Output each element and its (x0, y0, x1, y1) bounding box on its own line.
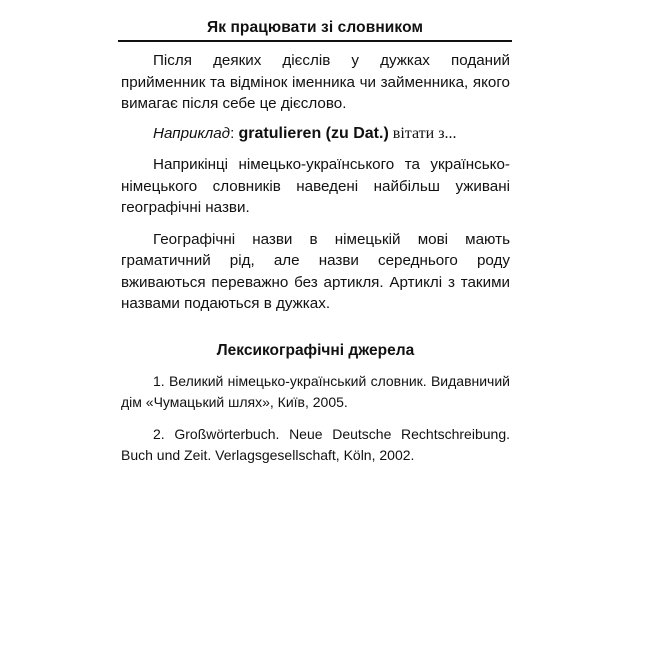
sources-heading: Лексикографічні джерела (216, 341, 415, 359)
example-line (121, 123, 510, 145)
page-body (121, 50, 510, 466)
running-header (118, 18, 512, 42)
example-term: gratulieren (zu Dat.) (238, 124, 389, 142)
paragraph-verbs-prepositions: Після деяких дієслів у дужках поданий прийменник та відмінок іменника чи займенника, якого вимагає після себе це дієслово. (121, 52, 510, 112)
example-colon: : (230, 124, 239, 142)
source-item-1: 1. Великий німецько-український словник. Видавничий дім «Чумацький шлях», Київ, 2005. (121, 372, 510, 410)
paragraph-geographic-names: Наприкінці німецько-українського та українсько-німецького словників наведені найбільш уживані географічні назви. (121, 156, 510, 216)
paragraph-gender-articles: Географічні назви в німецькій мові мають граматичний рід, але назви середнього роду вживаються переважно без артикля. Артиклі з такими назвами подаються в дужках. (121, 230, 510, 312)
example-gloss: вітати з... (388, 124, 457, 142)
example-lead: Наприклад (153, 124, 231, 142)
header-title: Як працювати зі словником (206, 19, 424, 36)
source-item-2: 2. Großwörterbuch. Neue Deutsche Rechtschreibung. Buch und Zeit. Verlagsgesellschaft, Köln, 2002. (121, 425, 510, 463)
